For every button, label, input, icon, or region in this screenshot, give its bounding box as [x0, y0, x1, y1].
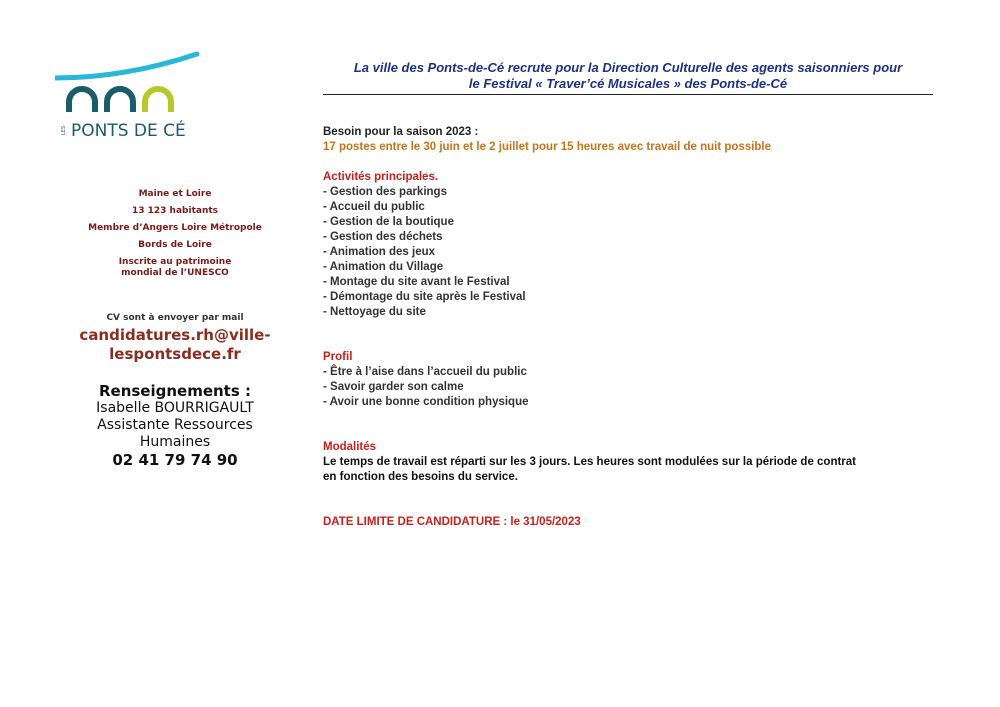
list-item: - Démontage du site après le Festival — [323, 291, 526, 303]
list-item: - Savoir garder son calme — [323, 381, 464, 393]
contact-section — [70, 382, 280, 469]
besoin-detail: 17 postes entre le 30 juin et le 2 juillet pour 15 heures avec travail de nuit possible — [323, 141, 772, 153]
besoin-section — [323, 125, 943, 155]
page-title — [323, 60, 933, 95]
list-item: - Gestion des déchets — [323, 231, 443, 243]
list-item: - Nettoyage du site — [323, 306, 426, 318]
list-item: - Animation des jeux — [323, 246, 436, 258]
logo-small-text: LES — [61, 125, 67, 135]
cv-section — [70, 313, 280, 364]
logo-graphic — [55, 50, 205, 150]
profil-section — [323, 350, 943, 410]
activites-list — [323, 185, 943, 320]
info-unesco — [70, 257, 280, 279]
list-item: - Être à l’aise dans l’accueil du public — [323, 366, 527, 378]
email-line1[interactable]: candidatures.rh@ville- — [79, 326, 271, 344]
list-item: - Accueil du public — [323, 201, 425, 213]
profil-list — [323, 365, 943, 410]
activites-section — [323, 170, 943, 320]
list-item: - Montage du site avant le Festival — [323, 276, 510, 288]
contact-role1: Assistante Ressources — [97, 417, 253, 433]
logo-text: PONTS DE CÉ — [71, 121, 186, 141]
city-info — [70, 186, 280, 279]
title-line2: le Festival « Traver’cé Musicales » des Ponts-de-Cé — [468, 76, 788, 91]
unesco-line1: Inscrite au patrimoine — [118, 257, 232, 267]
contact-phone: 02 41 79 74 90 — [112, 451, 238, 469]
modalites-line2: en fonction des besoins du service. — [323, 471, 518, 483]
info-metropole: Membre d’Angers Loire Métropole — [88, 223, 262, 233]
list-item: - Gestion des parkings — [323, 186, 447, 198]
profil-heading: Profil — [323, 351, 353, 363]
ponts-de-ce-logo — [55, 50, 205, 150]
cv-label: CV sont à envoyer par mail — [106, 313, 244, 323]
modalites-heading: Modalités — [323, 441, 377, 453]
list-item: - Animation du Village — [323, 261, 444, 273]
info-loire: Bords de Loire — [138, 240, 212, 250]
info-department: Maine et Loire — [138, 189, 212, 199]
deadline-section — [323, 515, 943, 530]
modalites-section — [323, 440, 943, 485]
email-line2[interactable]: lespontsdece.fr — [109, 345, 241, 363]
contact-name: Isabelle BOURRIGAULT — [96, 400, 254, 416]
contact-heading: Renseignements : — [98, 382, 252, 400]
contact-role2: Humaines — [139, 434, 211, 450]
activites-heading: Activités principales. — [323, 171, 439, 183]
unesco-line2: mondial de l’UNESCO — [121, 268, 229, 278]
besoin-heading: Besoin pour la saison 2023 : — [323, 126, 479, 138]
email-link[interactable] — [70, 326, 280, 364]
title-line1: La ville des Ponts-de-Cé recrute pour la Direction Culturelle des agents saisonniers pour — [353, 60, 903, 75]
info-population: 13 123 habitants — [131, 206, 219, 216]
list-item: - Avoir une bonne condition physique — [323, 396, 529, 408]
modalites-line1: Le temps de travail est réparti sur les 3 jours. Les heures sont modulées sur la période de contrat — [323, 456, 857, 468]
deadline-text: DATE LIMITE DE CANDIDATURE : le 31/05/2023 — [323, 516, 581, 528]
list-item: - Gestion de la boutique — [323, 216, 454, 228]
